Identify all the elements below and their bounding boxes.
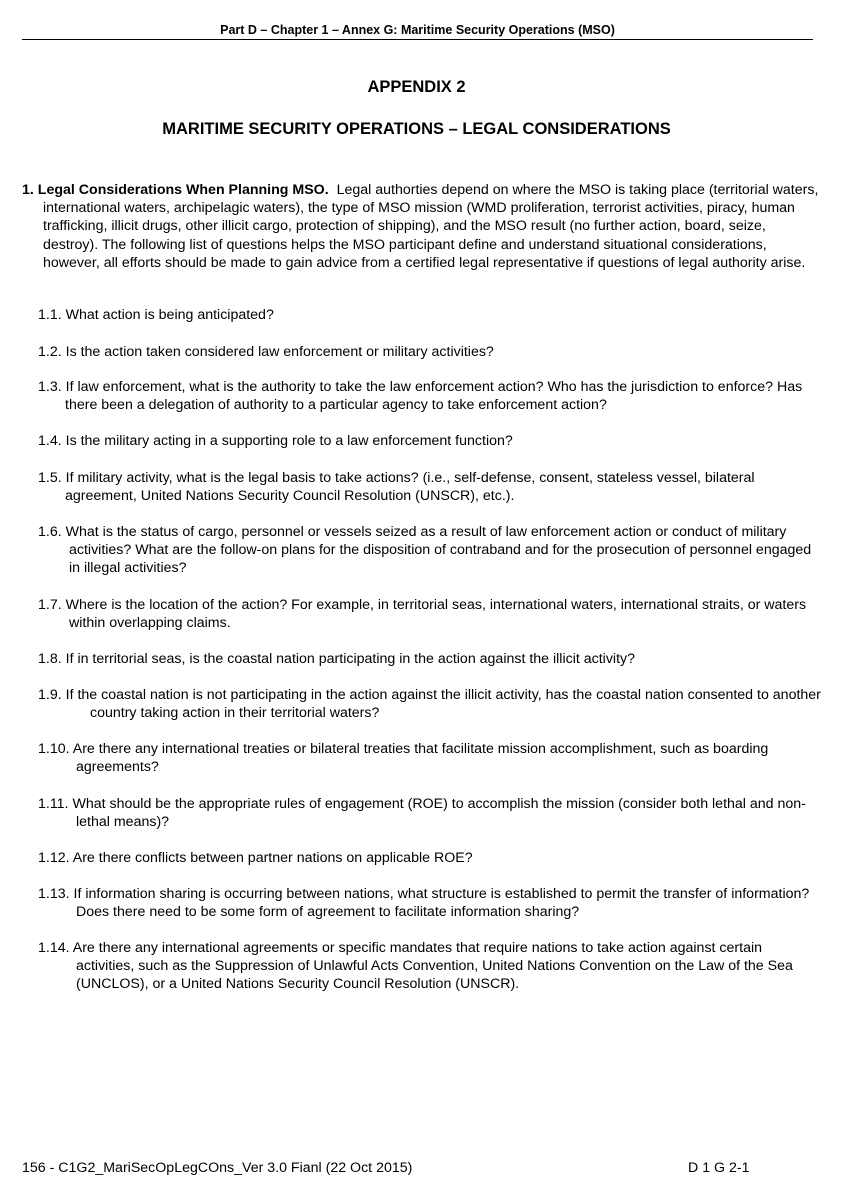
question-item xyxy=(38,740,823,776)
question-number: 1.4. xyxy=(38,433,62,449)
question-number: 1.7. xyxy=(38,597,62,613)
question-text: If in territorial seas, is the coastal nation participating in the action against the illicit activity? xyxy=(65,651,635,667)
question-number: 1.8. xyxy=(38,651,62,667)
question-number: 1.3. xyxy=(38,379,62,395)
section-1-heading xyxy=(22,182,329,198)
question-item xyxy=(38,686,823,722)
document-title: MARITIME SECURITY OPERATIONS – LEGAL CONSIDERATIONS xyxy=(162,120,671,138)
question-item xyxy=(38,378,823,414)
question-number: 1.5. xyxy=(38,470,62,486)
question-text: Are there any international agreements or specific mandates that require nations to take action against certain activities, such as the Suppression of Unlawful Acts Convention, United Nations Convention on the Law of the Sea (UNCLOS), or a United Nations Security Council Resolution (UNSCR). xyxy=(72,940,793,993)
question-text: If the coastal nation is not participating in the action against the illicit activity, has the coastal nation consented to another country taking action in their territorial waters? xyxy=(65,687,821,722)
section-number: 1. xyxy=(22,182,34,198)
question-item xyxy=(38,650,823,668)
question-number: 1.11. xyxy=(38,796,69,812)
question-text: Is the action taken considered law enforcement or military activities? xyxy=(65,344,494,360)
question-item xyxy=(38,596,823,632)
question-text: Is the military acting in a supporting role to a law enforcement function? xyxy=(65,433,513,449)
question-text: If law enforcement, what is the authority to take the law enforcement action? Who has the jurisdiction to enforce? Has there been a delegation of authority to a particular agency to take enforcement action? xyxy=(65,379,803,414)
question-number: 1.6. xyxy=(38,524,62,540)
question-text: Are there any international treaties or bilateral treaties that facilitate mission accomplishment, such as boarding agreements? xyxy=(72,741,769,776)
question-number: 1.9. xyxy=(38,687,62,703)
question-text: What action is being anticipated? xyxy=(65,307,274,323)
question-number: 1.14. xyxy=(38,940,70,956)
question-number: 1.13. xyxy=(38,886,70,902)
footer-page-number: D 1 G 2-1 xyxy=(688,1160,750,1176)
question-item xyxy=(38,795,823,831)
question-text: If information sharing is occurring between nations, what structure is established to permit the transfer of information? Does there need to be some form of agreement to facilitate information sharing? xyxy=(73,886,810,921)
question-number: 1.2. xyxy=(38,344,62,360)
question-item xyxy=(38,849,823,867)
question-number: 1.10. xyxy=(38,741,70,757)
question-item xyxy=(38,885,823,921)
question-text: What is the status of cargo, personnel or vessels seized as a result of law enforcement action or conduct of military activities? What are the follow-on plans for the disposition of contraband and for the prosecution of personnel engaged in illegal activities? xyxy=(65,524,812,577)
question-text: Are there conflicts between partner nations on applicable ROE? xyxy=(72,850,473,866)
section-1-intro xyxy=(22,181,822,272)
question-text: What should be the appropriate rules of engagement (ROE) to accomplish the mission (consider both lethal and non-lethal means)? xyxy=(72,796,806,831)
footer-document-id: 156 - C1G2_MariSecOpLegCOns_Ver 3.0 Fianl (22 Oct 2015) xyxy=(22,1160,413,1176)
question-item xyxy=(38,469,823,505)
running-header: Part D – Chapter 1 – Annex G: Maritime Security Operations (MSO) xyxy=(22,23,813,40)
question-item xyxy=(38,306,823,324)
question-number: 1.1. xyxy=(38,307,62,323)
question-item xyxy=(38,939,823,994)
question-number: 1.12. xyxy=(38,850,70,866)
question-text: If military activity, what is the legal basis to take actions? (i.e., self-defense, consent, stateless vessel, bilateral agreement, United Nations Security Council Resolution (UNSCR), etc.). xyxy=(65,470,755,505)
appendix-title: APPENDIX 2 xyxy=(367,78,466,96)
question-item xyxy=(38,432,823,450)
question-item xyxy=(38,523,823,578)
section-heading-text: Legal Considerations When Planning MSO. xyxy=(37,182,329,198)
question-text: Where is the location of the action? For example, in territorial seas, international waters, international straits, or waters within overlapping claims. xyxy=(65,597,807,632)
section-1-body: Legal authorties depend on where the MSO is taking place (territorial waters, international waters, archipelagic waters), the type of MSO mission (WMD proliferation, terrorist activities, piracy, human trafficking, illicit drugs, other illicit cargo, protection of shipping), and the MSO result (no further action, board, seize, destroy). The following list of questions helps the MSO participant define and understand situational considerations, however, all efforts should be made to gain advice from a certified legal representative if questions of legal authority arise. xyxy=(43,182,819,271)
question-item xyxy=(38,343,823,361)
